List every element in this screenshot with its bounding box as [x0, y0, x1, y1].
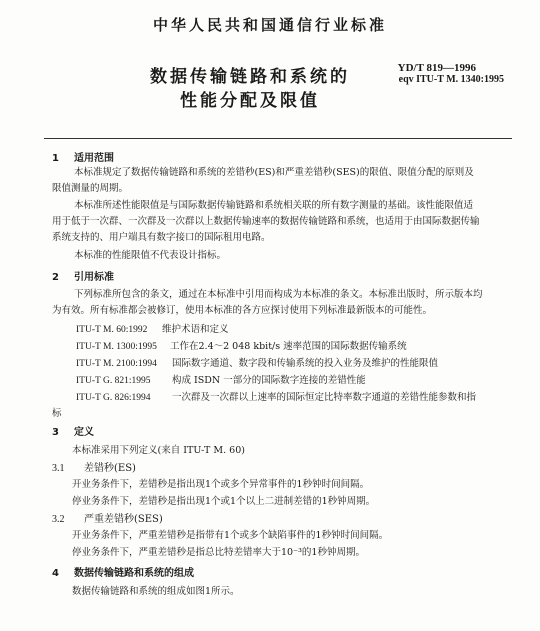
reference-description: 工作在2.4～2 048 kbit/s 速率范围的国际数据传输系统 — [170, 341, 407, 352]
subsection-number: 3.2 — [52, 514, 65, 525]
section-title: 数据传输链路和系统的组成 — [74, 568, 194, 579]
reference-standard: ITU-T G. 821:1995 — [76, 376, 151, 386]
section-2-heading — [52, 268, 114, 283]
reference-description: 一次群及一次群以上速率的国际恒定比特率数字通道的差错性能参数和指 — [172, 392, 477, 403]
reference-standard: ITU-T M. 60:1992 — [76, 325, 148, 335]
reference-standard: ITU-T M. 2100:1994 — [76, 359, 157, 369]
reference-wrap-line: 标 — [52, 408, 62, 419]
section-3-intro: 本标准采用下列定义(来自 ITU-T M. 60) — [72, 445, 245, 456]
paragraph-line: 为有效。所有标准都会被修订，使用本标准的各方应探讨使用下列标准最新版本的可能性。 — [52, 305, 433, 316]
section-1-paragraph-1 — [52, 165, 497, 197]
standard-code: YD/T 819—1996 — [397, 62, 476, 74]
reference-item — [76, 338, 407, 352]
reference-item — [76, 321, 229, 335]
section-1-paragraph-3 — [52, 248, 497, 264]
subsection-title: 差错秒(ES) — [84, 463, 136, 474]
definition-3-2-heading — [52, 510, 163, 525]
reference-item — [76, 389, 476, 403]
reference-description: 维护术语和定义 — [162, 324, 229, 335]
section-title: 定义 — [74, 427, 94, 438]
paragraph-line: 系统支持的、用户端具有数字接口的国际租用电路。 — [52, 232, 271, 243]
section-number: 2 — [52, 272, 59, 283]
section-1-paragraph-2 — [52, 198, 497, 246]
reference-description: 构成 ISDN 一部分的国际数字连接的差错性能 — [172, 375, 366, 386]
definition-line: 停业务条件下，严重差错秒是指总比特差错率大于10⁻³的1秒钟周期。 — [72, 547, 365, 558]
section-number: 1 — [52, 153, 59, 164]
section-title: 适用范围 — [74, 153, 114, 164]
paragraph-line: 用于低于一次群、一次群及一次群以上数据传输速率的数据传输链路和系统，也适用于由国际数据传输 — [52, 216, 480, 227]
section-3-heading — [52, 423, 94, 438]
section-number: 4 — [52, 568, 59, 579]
section-4-heading — [52, 564, 194, 579]
paragraph-line: 本标准所述性能限值是与国际数据传输链路和系统相关联的所有数字测量的基础。该性能限值适 — [74, 200, 474, 211]
definition-line: 开业务条件下，严重差错秒是指带有1个或多个缺陷事件的1秒钟时间间隔。 — [72, 530, 389, 541]
reference-standard: ITU-T M. 1300:1995 — [76, 342, 157, 352]
section-4-paragraph-1: 数据传输链路和系统的组成如图1所示。 — [72, 586, 240, 597]
standard-category-header: 中华人民共和国通信行业标准 — [152, 16, 387, 34]
section-1-heading — [52, 149, 114, 164]
document-title-line-1: 数据传输链路和系统的 — [150, 67, 350, 87]
reference-description: 国际数字通道、数字段和传输系统的投入业务及维护的性能限值 — [172, 358, 439, 369]
section-2-paragraph-1 — [52, 287, 497, 319]
document-title-line-2: 性能分配及限值 — [180, 91, 320, 111]
definition-line: 停业务条件下，差错秒是指出现1个或1个以上二进制差错的1秒钟周期。 — [72, 496, 376, 507]
paragraph-line: 本标准的性能限值不代表设计指标。 — [74, 250, 227, 261]
section-number: 3 — [52, 427, 59, 438]
reference-standard: ITU-T G. 826:1994 — [76, 393, 151, 403]
subsection-title: 严重差错秒(SES) — [84, 514, 163, 525]
reference-item — [76, 355, 438, 369]
paragraph-line: 限值测量的周期。 — [52, 183, 129, 194]
header-rule — [44, 138, 512, 139]
equivalent-standard: eqv ITU-T M. 1340:1995 — [398, 74, 504, 85]
reference-item — [76, 372, 366, 386]
section-title: 引用标准 — [74, 272, 114, 283]
subsection-number: 3.1 — [52, 463, 65, 474]
paragraph-line: 下列标准所包含的条文，通过在本标准中引用而构成为本标准的条文。本标准出版时，所示版本均 — [74, 289, 483, 300]
definition-line: 开业务条件下，差错秒是指出现1个或多个异常事件的1秒钟时间间隔。 — [72, 479, 370, 490]
definition-3-1-heading — [52, 459, 136, 474]
paragraph-line: 本标准规定了数据传输链路和系统的差错秒(ES)和严重差错秒(SES)的限值、限值分配的原则及 — [74, 167, 474, 178]
